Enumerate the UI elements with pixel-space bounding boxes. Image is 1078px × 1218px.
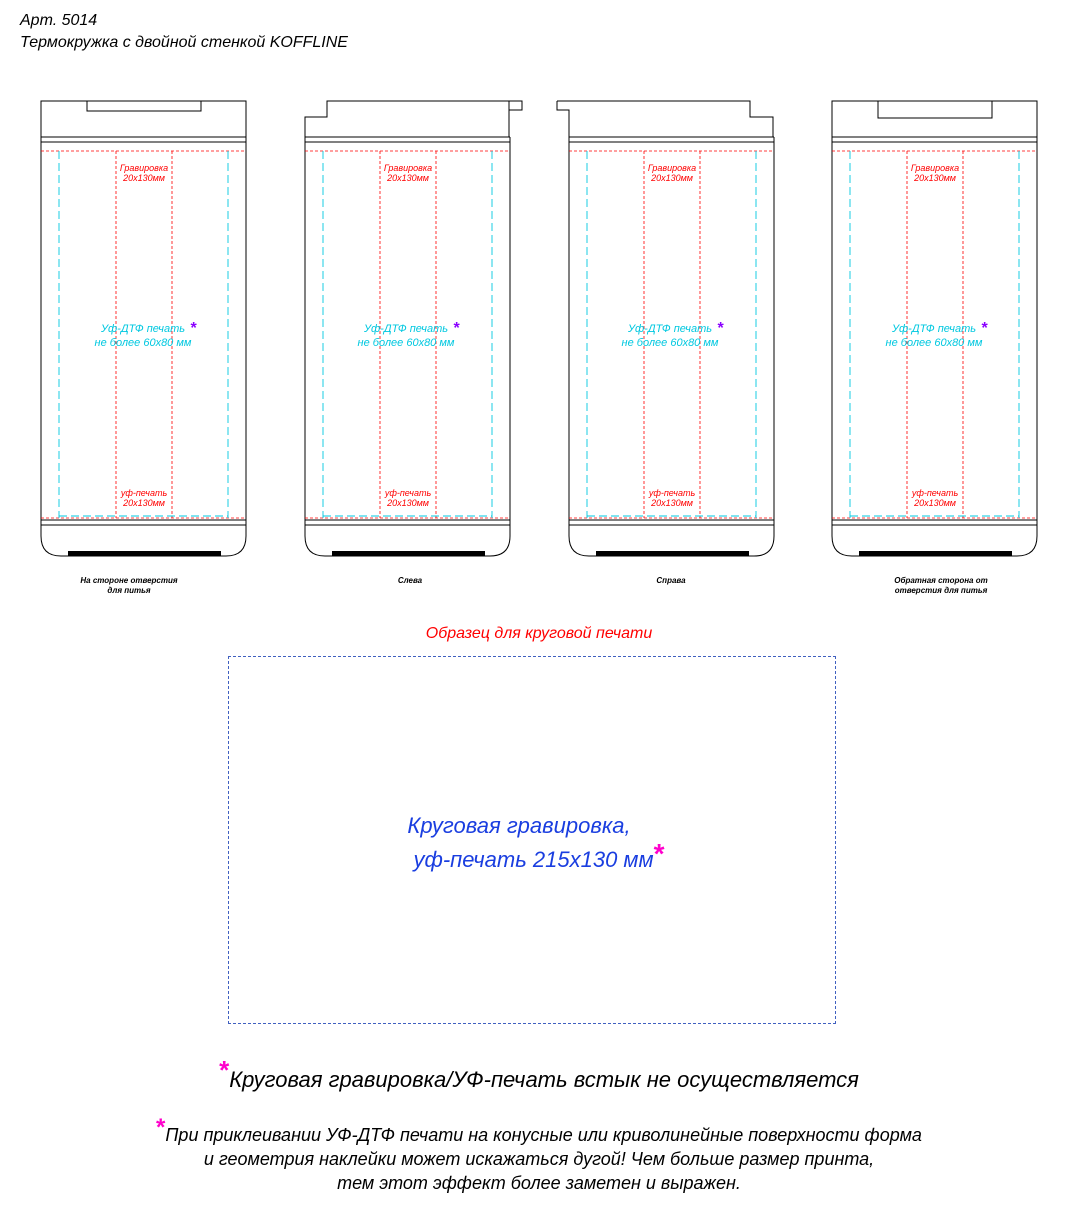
asterisk-mark-2: * xyxy=(452,320,460,337)
engrave-label-4a: Гравировка xyxy=(910,163,960,173)
sample-line-1: Круговая гравировка, xyxy=(407,813,631,838)
note-circular-print xyxy=(0,1056,1078,1094)
note1-asterisk: * xyxy=(219,1055,230,1085)
uv-bottom-label-4a: уф-печать xyxy=(911,488,959,498)
asterisk-mark-3: * xyxy=(716,320,724,337)
uv-bottom-label-1b: 20x130мм xyxy=(123,498,165,508)
uv-bottom-label-3a: уф-печать xyxy=(648,488,696,498)
note2-line-1 xyxy=(0,1116,1078,1147)
uv-bottom-label-4b: 20x130мм xyxy=(914,498,956,508)
sample-line-2 xyxy=(0,840,1078,874)
asterisk-mark-4: * xyxy=(980,320,988,337)
uv-center-label-3a: Уф-ДТФ печать xyxy=(627,323,713,335)
note2-line-3: тем этот эффект более заметен и выражен. xyxy=(337,1173,741,1193)
uv-bottom-label-2b: 20x130мм xyxy=(387,498,429,508)
note2-line-1-text: При приклеивании УФ-ДТФ печати на конусные или криволинейные поверхности форма xyxy=(165,1125,922,1145)
sample-area-label xyxy=(0,812,1078,874)
engrave-label-2b: 20x130мм xyxy=(387,173,429,183)
asterisk-mark-1: * xyxy=(189,320,197,337)
engrave-label-3a: Гравировка xyxy=(647,163,697,173)
uv-center-label-1a: Уф-ДТФ печать xyxy=(100,323,186,335)
mug-views-drawing xyxy=(0,0,1078,570)
view-caption-front xyxy=(39,576,219,596)
view-caption-left-text: Слева xyxy=(397,576,423,585)
asterisk-group xyxy=(190,320,988,337)
uv-center-label-3b: не более 60x80 мм xyxy=(621,337,719,349)
view-caption-right xyxy=(581,576,761,586)
engrave-label-3b: 20x130мм xyxy=(651,173,693,183)
view-caption-back-text: Обратная сторона от отверстия для питья xyxy=(894,576,988,595)
uv-bottom-label-2a: уф-печать xyxy=(384,488,432,498)
view-caption-right-text: Справа xyxy=(656,576,686,585)
product-title: Термокружка с двойной стенкой KOFFLINE xyxy=(20,34,348,51)
uv-center-label-2b: не более 60x80 мм xyxy=(357,337,455,349)
note1-text: Круговая гравировка/УФ-печать встык не осуществляется xyxy=(229,1067,859,1092)
article-number: Арт. 5014 xyxy=(20,12,98,29)
uv-center-label-4a: Уф-ДТФ печать xyxy=(891,323,977,335)
view-caption-back xyxy=(851,576,1031,596)
engrave-label-4b: 20x130мм xyxy=(914,173,956,183)
sample-line-2-text: уф-печать 215x130 мм xyxy=(413,847,654,872)
uv-center-label-1b: не более 60x80 мм xyxy=(94,337,192,349)
uv-center-label-4b: не более 60x80 мм xyxy=(885,337,983,349)
view-caption-left xyxy=(320,576,500,586)
note-uv-dtf-distortion xyxy=(0,1116,1078,1195)
uv-center-label-2a: Уф-ДТФ печать xyxy=(363,323,449,335)
note2-asterisk: * xyxy=(156,1114,166,1141)
view-caption-front-text: На стороне отверстия для питья xyxy=(80,576,178,595)
sample-asterisk: * xyxy=(653,838,665,869)
uv-bottom-label-3b: 20x130мм xyxy=(651,498,693,508)
engrave-label-1b: 20x130мм xyxy=(123,173,165,183)
note2-line-2: и геометрия наклейки может искажаться дугой! Чем больше размер принта, xyxy=(203,1149,875,1169)
engrave-label-2a: Гравировка xyxy=(383,163,433,173)
uv-bottom-label-1a: уф-печать xyxy=(120,488,168,498)
engrave-label-1a: Гравировка xyxy=(119,163,169,173)
sample-heading: Образец для круговой печати xyxy=(425,625,653,642)
